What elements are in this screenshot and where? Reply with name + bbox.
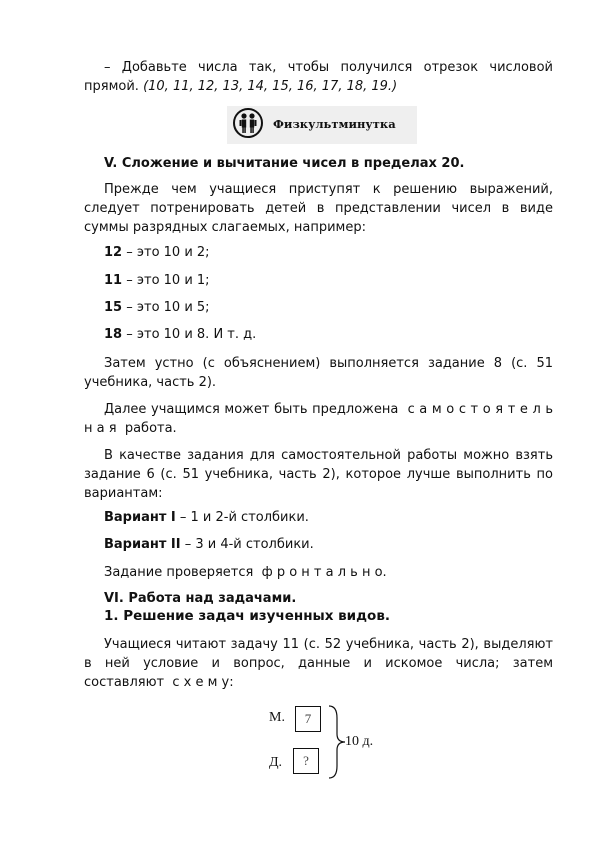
example-text: – это 10 и 5; xyxy=(122,300,210,315)
section5-para2: Затем устно (с объяснением) выполняется задание 8 (с. 51 учебника, часть 2). xyxy=(84,356,553,390)
variant-text: – 3 и 4-й столбики. xyxy=(180,537,314,552)
check-text: Задание проверяется xyxy=(104,565,254,580)
scheme-total: 10 д. xyxy=(345,734,374,749)
intro-paragraph xyxy=(84,58,553,96)
example-text: – это 10 и 8. И т. д. xyxy=(122,327,257,342)
section5-para4: В качестве задания для самостоятельной работы можно взять задание 6 (с. 51 учебника, часть 2), которое лучше выполнить по вариантам: xyxy=(84,448,553,501)
example-text: – это 10 и 1; xyxy=(122,273,210,288)
example-number: 15 xyxy=(104,300,123,315)
intro-text: – Добавьте числа так, чтобы получился отрезок числовой прямой. xyxy=(84,60,553,94)
banner-label: Физкультминутка xyxy=(273,117,396,131)
para3-end: работа. xyxy=(124,421,177,436)
spaced-word: с х е м у: xyxy=(172,675,234,690)
example-item xyxy=(104,271,553,290)
section5-para3 xyxy=(84,400,553,438)
intro-sequence: (10, 11, 12, 13, 14, 15, 16, 17, 18, 19.) xyxy=(143,79,398,94)
section6-subtitle: 1. Решение задач изученных видов. xyxy=(104,608,390,624)
variant-label: Вариант II xyxy=(104,537,181,552)
variant-label: Вариант I xyxy=(104,510,176,525)
task-scheme xyxy=(255,700,415,790)
scheme-box-m: 7 xyxy=(295,706,321,732)
exercise-banner xyxy=(227,106,417,144)
section6-title: VI. Работа над задачами. xyxy=(104,591,297,606)
variant-1 xyxy=(104,508,553,527)
example-number: 18 xyxy=(104,327,123,342)
example-number: 11 xyxy=(104,273,123,288)
example-item xyxy=(104,298,553,317)
variant-2 xyxy=(104,535,553,554)
para3-text: Далее учащимся может быть предложена xyxy=(104,402,399,417)
spaced-word: с а м о с т о я т е л ь н а я xyxy=(84,402,554,436)
example-item xyxy=(104,243,553,262)
section5-para1: Прежде чем учащиеся приступят к решению выражений, следует потренировать детей в представлении чисел в виде суммы разрядных слагаемых, например: xyxy=(84,182,553,235)
scheme-label-d: Д. xyxy=(269,755,283,770)
example-item xyxy=(104,325,553,344)
scheme-box-d: ? xyxy=(293,748,319,774)
example-text: – это 10 и 2; xyxy=(122,245,210,260)
para-text: Учащиеся читают задачу 11 (с. 52 учебника, часть 2), выделяют в ней условие и вопрос, данные и искомое числа; затем составляют xyxy=(84,637,553,690)
two-people-icon xyxy=(233,108,263,138)
spaced-word: ф р о н т а л ь н о. xyxy=(261,565,387,580)
section6-para1 xyxy=(84,635,553,692)
check-line xyxy=(104,563,553,582)
variant-text: – 1 и 2-й столбики. xyxy=(175,510,309,525)
scheme-label-m: М. xyxy=(269,710,285,725)
example-number: 12 xyxy=(104,245,123,260)
section5-title: V. Сложение и вычитание чисел в пределах 20. xyxy=(104,156,465,171)
